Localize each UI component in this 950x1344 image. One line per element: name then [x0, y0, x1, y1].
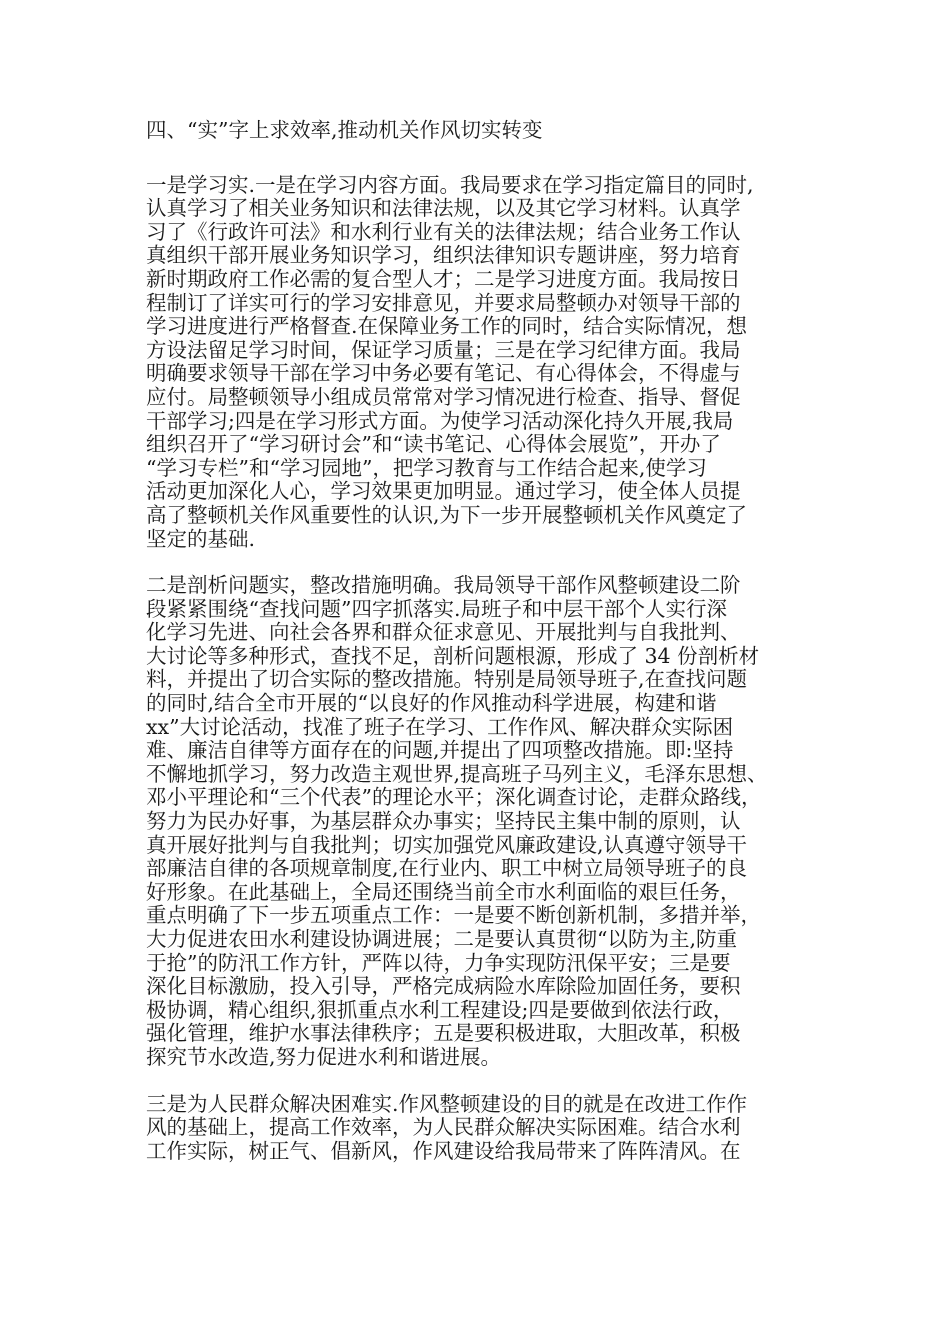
text-line: 程制订了详实可行的学习安排意见，并要求局整顿办对领导干部的 [146, 290, 741, 315]
text-line: 的同时,结合全市开展的“以良好的作风推动科学进展，构建和谐 [146, 691, 717, 716]
text-line: 高了整顿机关作风重要性的认识,为下一步开展整顿机关作风奠定了 [146, 502, 748, 527]
text-line: 学习进度进行严格督查.在保障业务工作的同时，结合实际情况，想 [146, 314, 748, 339]
text-line: 大力促进农田水利建设协调进展；二是要认真贯彻“以防为主,防重 [146, 927, 737, 951]
text-line: 组织召开了“学习研讨会”和“读书笔记、心得体会展览”，开办了 [146, 432, 721, 457]
text-line: 强化管理，维护水事法律秩序；五是要积极进取，大胆改革，积极 [146, 1021, 741, 1046]
text-line: 工作实际，树正气、倡新风，作风建设给我局带来了阵阵清风。在 [146, 1138, 741, 1163]
text-line: “学习专栏”和“学习园地”，把学习教育与工作结合起来,使学习 [146, 455, 707, 480]
text-line: 难、廉洁自律等方面存在的问题,并提出了四项整改措施。即:坚持 [146, 738, 734, 763]
text-line: 新时期政府工作必需的复合型人才；二是学习进度方面。我局按日 [146, 266, 741, 291]
document-page [146, 119, 814, 1186]
text-line: 二是剖析问题实，整改措施明确。我局领导干部作风整顿建设二阶 [146, 573, 741, 598]
text-line: 明确要求领导干部在学习中务必要有笔记、有心得体会，不得虚与 [146, 361, 741, 386]
text-line: 料，并提出了切合实际的整改措施。特别是局领导班子,在查找问题 [146, 667, 748, 692]
text-line: 努力为民办好事，为基层群众办事实；坚持民主集中制的原则，认 [146, 809, 741, 834]
text-line: 于抢”的防汛工作方针，严阵以待，力争实现防汛保平安；三是要 [146, 950, 731, 975]
text-line: 活动更加深化人心，学习效果更加明显。通过学习，使全体人员提 [146, 479, 741, 504]
text-line: 不懈地抓学习，努力改造主观世界,提高班子马列主义，毛泽东思想、 [146, 761, 768, 786]
text-line: 真组织干部开展业务知识学习，组织法律知识专题讲座，努力培育 [146, 243, 741, 268]
text-line: 坚定的基础. [146, 526, 256, 551]
text-line: 重点明确了下一步五项重点工作：一是要不断创新机制，多措并举， [146, 903, 761, 928]
text-line: 好形象。在此基础上，全局还围绕当前全市水利面临的艰巨任务， [146, 879, 741, 904]
text-line: 风的基础上，提高工作效率，为人民群众解决实际困难。结合水利 [146, 1115, 741, 1140]
paragraph-1 [146, 174, 814, 552]
text-line: 一是学习实.一是在学习内容方面。我局要求在学习指定篇目的同时, [146, 172, 754, 197]
text-line: 深化目标激励，投入引导，严格完成病险水库除险加固任务，要积 [146, 974, 741, 999]
paragraph-list [146, 174, 814, 1164]
text-line: 大讨论等多种形式，查找不足，剖析问题根源，形成了 34 份剖析材 [146, 643, 760, 668]
text-line: 部廉洁自律的各项规章制度,在行业内、职工中树立局领导班子的良 [146, 856, 748, 881]
paragraph-3 [146, 1093, 814, 1164]
text-line: xx”大讨论活动，找准了班子在学习、工作作风、解决群众实际困 [146, 714, 734, 739]
text-line: 化学习先进、向社会各界和群众征求意见、开展批判与自我批判、 [146, 620, 741, 645]
paragraph-2 [146, 574, 814, 1069]
text-line: 应付。局整顿领导小组成员常常对学习情况进行检查、指导、督促 [146, 384, 741, 409]
text-line: 段紧紧围绕“查找问题”四字抓落实.局班子和中层干部个人实行深 [146, 596, 727, 621]
text-line: 邓小平理论和“三个代表”的理论水平；深化调查讨论，走群众路线， [146, 785, 762, 810]
text-line: 极协调，精心组织,狠抓重点水利工程建设;四是要做到依法行政， [146, 997, 734, 1022]
text-line: 三是为人民群众解决困难实.作风整顿建设的目的就是在改进工作作 [146, 1091, 748, 1116]
text-line: 认真学习了相关业务知识和法律法规，以及其它学习材料。认真学 [146, 196, 741, 221]
text-line: 探究节水改造,努力促进水利和谐进展。 [146, 1044, 502, 1069]
text-line: 方设法留足学习时间，保证学习质量；三是在学习纪律方面。我局 [146, 337, 741, 362]
section-heading: 四、“实”字上求效率,推动机关作风切实转变 [146, 118, 543, 142]
text-line: 习了《行政许可法》和水利行业有关的法律法规；结合业务工作认 [146, 219, 741, 244]
text-line: 干部学习;四是在学习形式方面。为使学习活动深化持久开展,我局 [146, 408, 734, 433]
text-line: 真开展好批判与自我批判；切实加强党风廉政建设,认真遵守领导干 [146, 832, 748, 857]
